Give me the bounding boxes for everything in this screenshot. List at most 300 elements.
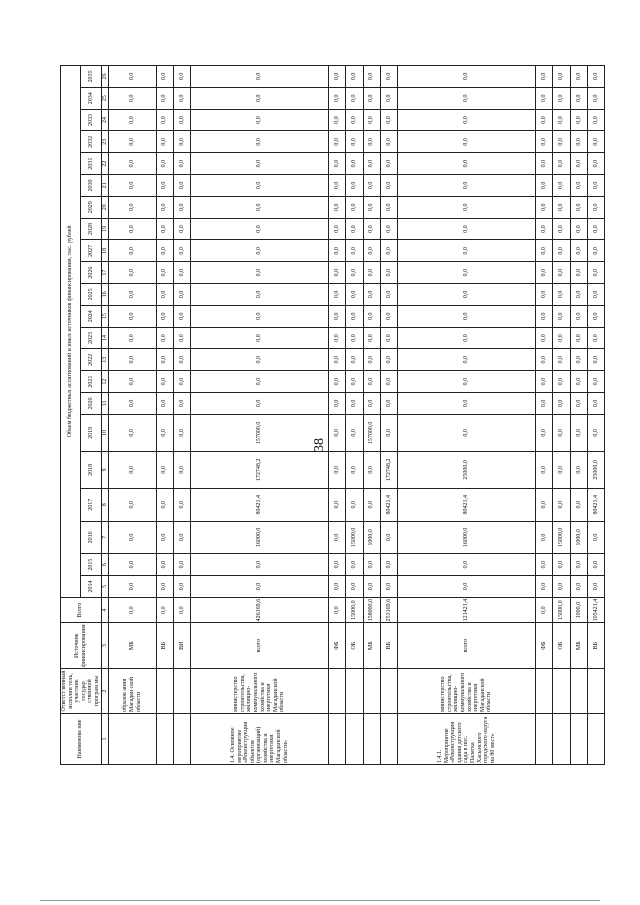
row-value-cell: 0,0 (380, 392, 397, 414)
row-value-cell: 15000,0 (346, 521, 363, 554)
column-number: 8 (101, 488, 109, 521)
row-value-cell: 0,0 (363, 66, 380, 88)
row-value-cell: 25000,0 (587, 451, 604, 488)
row-value-cell: 0,0 (156, 327, 173, 349)
row-value-cell: 0,0 (173, 175, 190, 197)
row-value-cell: 0,0 (535, 284, 552, 306)
row-value-cell: 0,0 (587, 131, 604, 153)
row-value-cell: 0,0 (398, 327, 536, 349)
row-source-cell: ФБ (535, 623, 552, 669)
row-value-cell: 0,0 (570, 451, 587, 488)
row-value-cell: 0,0 (363, 554, 380, 576)
column-number: 6 (101, 554, 109, 576)
row-value-cell: 0,0 (173, 153, 190, 175)
row-total-cell: 0,0 (173, 597, 190, 623)
row-value-cell: 0,0 (363, 218, 380, 240)
row-source-cell: ОБ (346, 623, 363, 669)
row-value-cell: 0,0 (570, 576, 587, 598)
row-value-cell: 0,0 (191, 66, 329, 88)
row-value-cell: 0,0 (587, 327, 604, 349)
row-value-cell: 0,0 (398, 262, 536, 284)
row-value-cell: 0,0 (380, 305, 397, 327)
row-value-cell: 0,0 (398, 305, 536, 327)
row-value-cell: 0,0 (570, 305, 587, 327)
row-value-cell: 0,0 (173, 305, 190, 327)
row-value-cell: 0,0 (191, 131, 329, 153)
row-value-cell: 0,0 (156, 414, 173, 451)
row-value-cell: 0,0 (156, 87, 173, 109)
row-value-cell: 0,0 (109, 305, 156, 327)
row-value-cell: 0,0 (363, 488, 380, 521)
column-number: 24 (101, 109, 109, 131)
row-value-cell: 0,0 (156, 521, 173, 554)
row-value-cell: 0,0 (173, 218, 190, 240)
row-value-cell: 0,0 (156, 554, 173, 576)
row-value-cell: 0,0 (363, 349, 380, 371)
row-value-cell: 0,0 (380, 109, 397, 131)
row-value-cell: 0,0 (156, 196, 173, 218)
row-value-cell: 0,0 (553, 371, 570, 393)
row-value-cell: 0,0 (570, 488, 587, 521)
header-year: 2023 (81, 327, 101, 349)
table-row (191, 66, 329, 765)
row-value-cell: 0,0 (346, 284, 363, 306)
row-value-cell: 0,0 (380, 87, 397, 109)
row-value-cell: 0,0 (535, 218, 552, 240)
row-value-cell: 0,0 (570, 240, 587, 262)
row-value-cell: 0,0 (553, 153, 570, 175)
column-number: 12 (101, 371, 109, 393)
row-value-cell: 0,0 (553, 488, 570, 521)
table-row (346, 66, 363, 765)
row-value-cell: 0,0 (587, 305, 604, 327)
column-number: 9 (101, 451, 109, 488)
row-value-cell: 157000,0 (363, 414, 380, 451)
row-value-cell: 0,0 (398, 371, 536, 393)
row-value-cell: 0,0 (109, 392, 156, 414)
column-number: 3 (101, 623, 109, 669)
row-name-cell (173, 714, 190, 765)
row-value-cell: 0,0 (109, 451, 156, 488)
row-value-cell: 0,0 (156, 451, 173, 488)
row-value-cell: 0,0 (587, 576, 604, 598)
row-responsible-cell (535, 669, 552, 714)
row-value-cell: 0,0 (570, 218, 587, 240)
row-value-cell: 0,0 (109, 87, 156, 109)
row-value-cell: 0,0 (535, 451, 552, 488)
row-value-cell: 0,0 (173, 240, 190, 262)
row-value-cell: 0,0 (380, 262, 397, 284)
row-value-cell: 0,0 (328, 488, 345, 521)
row-value-cell: 0,0 (587, 371, 604, 393)
row-value-cell: 0,0 (191, 392, 329, 414)
column-number: 26 (101, 66, 109, 88)
table-row (156, 66, 173, 765)
row-value-cell: 0,0 (380, 196, 397, 218)
row-value-cell: 0,0 (363, 131, 380, 153)
row-responsible-cell (380, 669, 397, 714)
row-value-cell: 0,0 (109, 576, 156, 598)
row-value-cell: 0,0 (328, 576, 345, 598)
row-value-cell: 0,0 (570, 414, 587, 451)
row-value-cell: 0,0 (173, 131, 190, 153)
row-source-cell: МБ (363, 623, 380, 669)
column-number: 5 (101, 576, 109, 598)
row-value-cell: 0,0 (191, 284, 329, 306)
row-value-cell: 0,0 (570, 327, 587, 349)
row-value-cell: 16000,0 (398, 521, 536, 554)
row-value-cell: 0,0 (109, 521, 156, 554)
table-row (109, 66, 156, 765)
row-value-cell: 0,0 (363, 240, 380, 262)
row-value-cell: 0,0 (346, 488, 363, 521)
row-total-cell: 0,0 (109, 597, 156, 623)
row-value-cell: 0,0 (346, 576, 363, 598)
header-year: 2020 (81, 392, 101, 414)
row-value-cell: 0,0 (173, 414, 190, 451)
row-value-cell: 0,0 (109, 218, 156, 240)
row-value-cell: 0,0 (553, 576, 570, 598)
column-number: 20 (101, 196, 109, 218)
table-row (570, 66, 587, 765)
column-number: 23 (101, 131, 109, 153)
row-value-cell: 0,0 (535, 414, 552, 451)
row-source-cell: МБ (109, 623, 156, 669)
row-value-cell: 0,0 (553, 414, 570, 451)
row-value-cell: 0,0 (535, 349, 552, 371)
row-value-cell: 0,0 (156, 392, 173, 414)
row-name-cell: 1.4.1. Мероприятие «Реконструкция здания детского сада в пос. Палатка Хасынского городского округа на 80 мест» (398, 714, 536, 765)
row-source-cell: всего (398, 623, 536, 669)
row-value-cell: 0,0 (380, 327, 397, 349)
row-value-cell: 0,0 (398, 349, 536, 371)
row-value-cell: 172748,2 (191, 451, 329, 488)
table-body (109, 66, 605, 765)
column-number: 15 (101, 305, 109, 327)
column-number: 21 (101, 175, 109, 197)
row-value-cell: 0,0 (553, 240, 570, 262)
row-responsible-cell (363, 669, 380, 714)
header-year: 2033 (81, 109, 101, 131)
row-value-cell: 0,0 (587, 66, 604, 88)
header-year: 2030 (81, 175, 101, 197)
row-value-cell: 0,0 (570, 175, 587, 197)
row-value-cell: 80421,4 (587, 488, 604, 521)
row-value-cell: 0,0 (398, 109, 536, 131)
row-responsible-cell (553, 669, 570, 714)
row-value-cell: 0,0 (156, 488, 173, 521)
header-source: Источник финансирования (61, 623, 102, 669)
row-value-cell: 0,0 (156, 262, 173, 284)
header-year: 2034 (81, 87, 101, 109)
row-name-cell: 1.4. Основное мероприятие «Реконструкция объектов (организаций) хозяйства и энергетики Магаданской области» (191, 714, 329, 765)
row-value-cell: 0,0 (173, 371, 190, 393)
header-year: 2031 (81, 153, 101, 175)
row-value-cell: 0,0 (398, 554, 536, 576)
row-total-cell: 158000,0 (363, 597, 380, 623)
row-responsible-cell: образов ания Магадан ской области (109, 669, 156, 714)
row-name-cell (553, 714, 570, 765)
row-value-cell: 0,0 (191, 349, 329, 371)
row-value-cell: 0,0 (346, 218, 363, 240)
row-value-cell: 0,0 (380, 371, 397, 393)
column-number: 10 (101, 414, 109, 451)
row-value-cell: 0,0 (398, 175, 536, 197)
row-value-cell: 0,0 (173, 451, 190, 488)
funding-table-container (60, 65, 599, 765)
row-value-cell: 0,0 (380, 284, 397, 306)
row-source-cell: ВБ (380, 623, 397, 669)
row-value-cell: 0,0 (328, 66, 345, 88)
row-value-cell: 0,0 (173, 109, 190, 131)
row-value-cell: 0,0 (109, 175, 156, 197)
table-row (553, 66, 570, 765)
row-value-cell: 0,0 (363, 451, 380, 488)
row-value-cell: 0,0 (553, 196, 570, 218)
row-value-cell: 0,0 (156, 576, 173, 598)
row-value-cell: 0,0 (191, 262, 329, 284)
row-value-cell: 0,0 (398, 240, 536, 262)
header-year: 2015 (81, 554, 101, 576)
table-row (173, 66, 190, 765)
row-value-cell: 0,0 (553, 131, 570, 153)
row-value-cell: 0,0 (570, 131, 587, 153)
table-row (535, 66, 552, 765)
row-value-cell: 0,0 (328, 521, 345, 554)
row-value-cell: 0,0 (398, 153, 536, 175)
row-value-cell: 0,0 (363, 576, 380, 598)
column-number: 17 (101, 262, 109, 284)
row-value-cell: 0,0 (380, 349, 397, 371)
row-source-cell: ВБ (587, 623, 604, 669)
header-year: 2025 (81, 284, 101, 306)
row-total-cell: 15000,0 (553, 597, 570, 623)
row-value-cell: 0,0 (173, 284, 190, 306)
row-value-cell: 25000,0 (398, 451, 536, 488)
row-total-cell: 253169,6 (380, 597, 397, 623)
table-row (380, 66, 397, 765)
row-value-cell: 0,0 (328, 371, 345, 393)
row-value-cell: 0,0 (346, 451, 363, 488)
row-value-cell: 0,0 (346, 240, 363, 262)
row-value-cell: 0,0 (328, 196, 345, 218)
row-responsible-cell (346, 669, 363, 714)
header-year: 2026 (81, 262, 101, 284)
row-name-cell (380, 714, 397, 765)
row-value-cell: 0,0 (191, 109, 329, 131)
row-value-cell: 0,0 (570, 66, 587, 88)
row-value-cell: 0,0 (380, 576, 397, 598)
page-number: 38 (312, 438, 327, 452)
row-value-cell: 0,0 (328, 305, 345, 327)
row-responsible-cell (173, 669, 190, 714)
row-value-cell: 0,0 (398, 576, 536, 598)
row-value-cell: 0,0 (398, 131, 536, 153)
row-value-cell: 0,0 (570, 371, 587, 393)
row-value-cell: 0,0 (570, 262, 587, 284)
row-value-cell: 0,0 (328, 131, 345, 153)
row-value-cell: 0,0 (156, 66, 173, 88)
row-total-cell: 1000,0 (570, 597, 587, 623)
row-total-cell: 0,0 (535, 597, 552, 623)
row-value-cell: 0,0 (363, 305, 380, 327)
row-value-cell: 0,0 (380, 66, 397, 88)
row-value-cell: 172748,2 (380, 451, 397, 488)
row-value-cell: 0,0 (535, 240, 552, 262)
row-value-cell: 0,0 (535, 554, 552, 576)
row-value-cell: 0,0 (109, 131, 156, 153)
row-value-cell: 0,0 (535, 327, 552, 349)
row-responsible-cell (570, 669, 587, 714)
row-value-cell: 0,0 (346, 554, 363, 576)
header-row-top (61, 66, 81, 765)
row-value-cell: 0,0 (363, 371, 380, 393)
row-value-cell: 0,0 (109, 554, 156, 576)
column-number: 7 (101, 521, 109, 554)
row-value-cell: 0,0 (535, 521, 552, 554)
row-responsible-cell (587, 669, 604, 714)
header-year: 2028 (81, 218, 101, 240)
row-value-cell: 0,0 (570, 554, 587, 576)
row-value-cell: 0,0 (109, 414, 156, 451)
row-total-cell: 15000,0 (346, 597, 363, 623)
row-value-cell: 0,0 (535, 371, 552, 393)
row-value-cell: 0,0 (363, 392, 380, 414)
column-number: 22 (101, 153, 109, 175)
row-value-cell: 0,0 (535, 196, 552, 218)
row-value-cell: 0,0 (570, 87, 587, 109)
row-value-cell: 0,0 (156, 371, 173, 393)
row-value-cell: 0,0 (109, 66, 156, 88)
row-value-cell: 0,0 (109, 196, 156, 218)
row-name-cell (328, 714, 345, 765)
row-value-cell: 0,0 (328, 87, 345, 109)
row-value-cell: 0,0 (191, 196, 329, 218)
row-value-cell: 0,0 (535, 305, 552, 327)
row-value-cell: 0,0 (553, 66, 570, 88)
header-year: 2032 (81, 131, 101, 153)
row-value-cell: 0,0 (191, 576, 329, 598)
row-value-cell: 0,0 (587, 109, 604, 131)
row-value-cell: 0,0 (553, 451, 570, 488)
row-responsible-cell (156, 669, 173, 714)
row-value-cell: 0,0 (398, 66, 536, 88)
row-value-cell: 0,0 (587, 262, 604, 284)
row-value-cell: 0,0 (587, 392, 604, 414)
row-value-cell: 0,0 (328, 451, 345, 488)
row-value-cell: 0,0 (346, 131, 363, 153)
row-value-cell: 1000,0 (363, 521, 380, 554)
row-value-cell: 0,0 (587, 240, 604, 262)
row-value-cell: 0,0 (173, 66, 190, 88)
row-value-cell: 0,0 (553, 109, 570, 131)
header-year: 2021 (81, 371, 101, 393)
column-number: 18 (101, 240, 109, 262)
row-source-cell: ВБ (156, 623, 173, 669)
row-value-cell: 0,0 (380, 175, 397, 197)
row-value-cell: 0,0 (328, 414, 345, 451)
row-source-cell: ФБ (328, 623, 345, 669)
row-value-cell: 0,0 (535, 153, 552, 175)
row-value-cell: 0,0 (553, 349, 570, 371)
row-value-cell: 0,0 (328, 554, 345, 576)
row-total-cell: 105421,4 (587, 597, 604, 623)
row-value-cell: 0,0 (553, 175, 570, 197)
header-year: 2016 (81, 521, 101, 554)
row-value-cell: 0,0 (173, 554, 190, 576)
row-value-cell: 0,0 (173, 392, 190, 414)
row-value-cell: 1000,0 (570, 521, 587, 554)
row-value-cell: 0,0 (346, 327, 363, 349)
row-value-cell: 0,0 (363, 175, 380, 197)
header-year: 2024 (81, 305, 101, 327)
row-value-cell: 0,0 (346, 66, 363, 88)
row-value-cell: 80421,4 (398, 488, 536, 521)
row-value-cell: 0,0 (363, 109, 380, 131)
row-value-cell: 0,0 (328, 109, 345, 131)
row-value-cell: 0,0 (346, 175, 363, 197)
row-value-cell: 0,0 (363, 196, 380, 218)
row-value-cell: 0,0 (398, 392, 536, 414)
row-value-cell: 0,0 (553, 305, 570, 327)
row-value-cell: 0,0 (191, 218, 329, 240)
row-value-cell: 0,0 (535, 109, 552, 131)
row-value-cell: 0,0 (553, 218, 570, 240)
header-year: 2017 (81, 488, 101, 521)
row-value-cell: 0,0 (191, 153, 329, 175)
row-value-cell: 0,0 (587, 218, 604, 240)
row-value-cell: 0,0 (346, 109, 363, 131)
row-value-cell: 0,0 (173, 488, 190, 521)
column-number: 1 (101, 714, 109, 765)
row-responsible-cell: министерство строительства, жилищно-коммунального хозяйства и энергетики Магаданской области (398, 669, 536, 714)
row-value-cell: 0,0 (535, 576, 552, 598)
header-column-numbers-row (101, 66, 109, 765)
row-name-cell (156, 714, 173, 765)
row-value-cell: 0,0 (156, 349, 173, 371)
row-value-cell: 0,0 (587, 521, 604, 554)
row-value-cell: 0,0 (346, 196, 363, 218)
row-value-cell: 0,0 (328, 349, 345, 371)
row-value-cell: 0,0 (553, 284, 570, 306)
row-value-cell: 157000,0 (191, 414, 329, 451)
row-total-cell: 0,0 (156, 597, 173, 623)
row-value-cell: 0,0 (553, 327, 570, 349)
row-value-cell: 0,0 (109, 327, 156, 349)
row-value-cell: 80421,4 (191, 488, 329, 521)
row-value-cell: 0,0 (109, 153, 156, 175)
row-value-cell: 0,0 (346, 262, 363, 284)
row-value-cell: 0,0 (587, 284, 604, 306)
row-value-cell: 0,0 (398, 87, 536, 109)
column-number: 2 (101, 669, 109, 714)
row-value-cell: 0,0 (191, 327, 329, 349)
row-value-cell: 16000,0 (191, 521, 329, 554)
column-number: 13 (101, 349, 109, 371)
row-value-cell: 0,0 (328, 153, 345, 175)
row-value-cell: 0,0 (346, 371, 363, 393)
row-value-cell: 0,0 (587, 175, 604, 197)
row-value-cell: 0,0 (156, 109, 173, 131)
table-row (363, 66, 380, 765)
row-value-cell: 0,0 (553, 262, 570, 284)
row-value-cell: 0,0 (109, 349, 156, 371)
row-name-cell (346, 714, 363, 765)
row-name-cell (109, 714, 156, 765)
row-value-cell: 0,0 (380, 414, 397, 451)
row-value-cell: 0,0 (328, 218, 345, 240)
row-value-cell: 0,0 (535, 262, 552, 284)
